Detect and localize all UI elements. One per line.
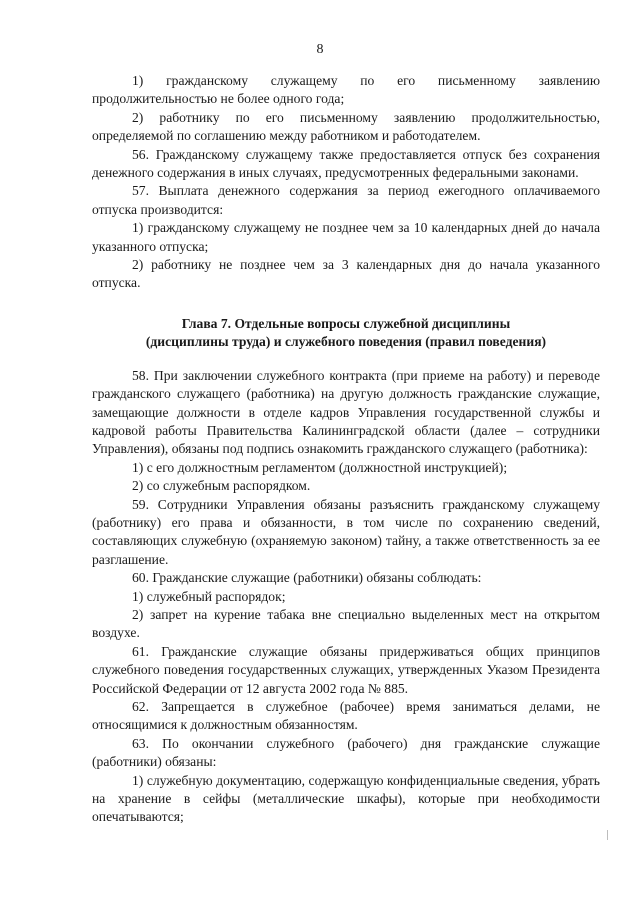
paragraph: 57. Выплата денежного содержания за период ежегодного оплачиваемого отпуска производится: xyxy=(92,183,600,217)
paragraph: 63. По окончании служебного (рабочего) дня гражданские служащие (работники) обязаны: xyxy=(92,735,600,770)
paragraph: 56. Гражданскому служащему также предоставляется отпуск без сохранения денежного содержания в иных случаях, предусмотренных федеральными законами. xyxy=(92,146,600,181)
paragraph: 58. При заключении служебного контракта (при приеме на работу) и переводе гражданского служащего (работника) на другую должность гражданские служащие, замещающие должности в отделе кадров Управления государственной службы и кадровой работы Правительства Калининградской области (далее – сотрудники Управления), обязаны под подпись ознакомить гражданского служащего (работника): xyxy=(92,367,600,457)
page-number: 8 xyxy=(316,42,324,57)
paragraph: 2) запрет на курение табака вне специально выделенных мест на открытом воздухе. xyxy=(92,606,600,641)
paragraph: 1) с его должностным регламентом (должностной инструкцией); xyxy=(132,459,508,475)
document-body xyxy=(92,72,600,827)
chapter-heading-line: Глава 7. Отдельные вопросы служебной дисциплины xyxy=(181,315,511,331)
paragraph: 1) гражданскому служащему по его письменному заявлению продолжительностью не более одного года; xyxy=(92,73,600,107)
paragraph: 59. Сотрудники Управления обязаны разъяснить гражданскому служащему (работнику) его права и обязанности, в том числе по сохранению сведений, составляющих служебную (охраняемую законом) тайну, а также ответственность за ее разглашение. xyxy=(92,496,600,567)
paragraph: 2) работнику по его письменному заявлению продолжительностью, определяемой по соглашению между работником и работодателем. xyxy=(92,109,600,144)
chapter-heading xyxy=(92,315,600,352)
paragraph: 62. Запрещается в служебное (рабочее) время заниматься делами, не относящимися к должностным обязанностям. xyxy=(92,699,600,733)
paragraph: 61. Гражданские служащие обязаны придерживаться общих принципов служебного поведения государственных служащих, утвержденных Указом Президента Российской Федерации от 12 августа 2002 года № 885. xyxy=(92,643,600,696)
paragraph: 2) со служебным распорядком. xyxy=(132,478,311,494)
chapter-heading-line: (дисциплины труда) и служебного поведения (правил поведения) xyxy=(145,334,547,350)
paragraph: 60. Гражданские служащие (работники) обязаны соблюдать: xyxy=(132,570,482,586)
paragraph: 2) работнику не позднее чем за 3 календарных дня до начала указанного отпуска. xyxy=(92,257,600,291)
scan-mark xyxy=(607,830,608,840)
paragraph: 1) служебную документацию, содержащую конфиденциальные сведения, убрать на хранение в сейфы (металлические шкафы), которые при необходимости опечатываются; xyxy=(92,772,600,825)
paragraph: 1) гражданскому служащему не позднее чем за 10 календарных дней до начала указанного отпуска; xyxy=(92,220,600,254)
paragraph: 1) служебный распорядок; xyxy=(132,588,286,604)
